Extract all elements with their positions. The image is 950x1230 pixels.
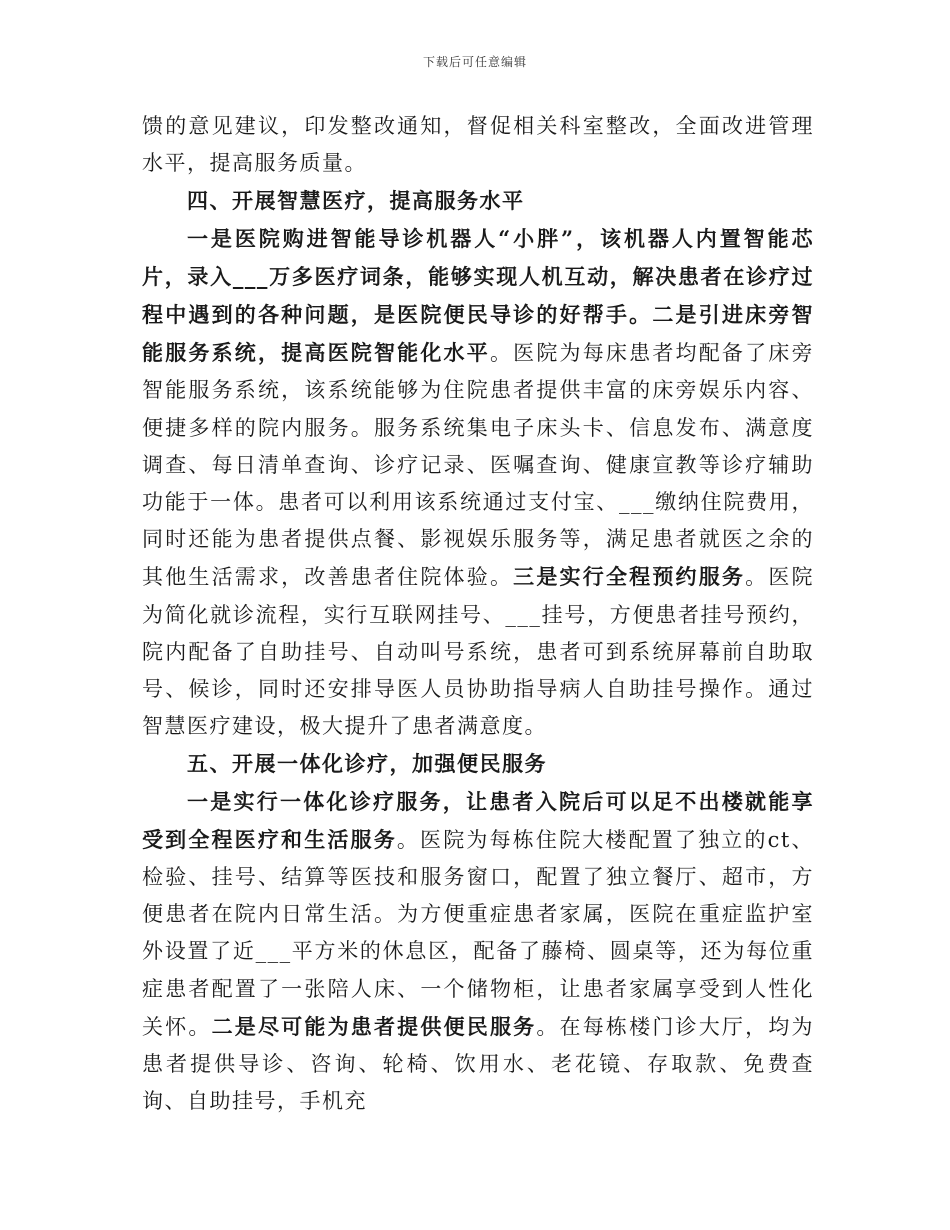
paragraph-bold-point: 三是实行全程预约服务: [513, 564, 746, 590]
paragraph-body-text: 。医院为简化就诊流程，实行互联网挂号、___挂号，方便患者挂号预约，院内配备了自助挂号、自动叫号系统，患者可到系统屏幕前自助取号、候诊，同时还安排导医人员协助指导病人自助挂号操作。通过智慧医疗建设，极大提升了患者满意度。: [142, 565, 815, 739]
paragraph-continuation: 馈的意见建议，印发整改通知，督促相关科室整改，全面改进管理水平，提高服务质量。: [142, 114, 814, 176]
section-heading-5: 五、开展一体化诊疗，加强便民服务: [187, 751, 547, 777]
paragraph-integrated-care: [142, 783, 814, 1121]
paragraph-bold-lead: 一是医院购进智能导诊机器人“小胖”，该机器人内置智能芯片，录入___万多医疗词条，能够实现人机互动，解决患者在诊疗过程中遇到的各种问题，是医院便民导诊的好帮手。二是引进床旁智能服务系统，提高医院智能化水平: [142, 225, 814, 366]
page-header: 下载后可任意编辑: [422, 55, 527, 69]
paragraph-bold-point: 二是尽可能为患者提供便民服务: [211, 1013, 537, 1039]
paragraph-body-text: 。在每栋楼门诊大厅，均为患者提供导诊、咨询、轮椅、饮用水、老花镜、存取款、免费查询、自助挂号，手机充: [142, 1014, 815, 1114]
paragraph-bold-lead: 一是实行一体化诊疗服务，让患者入院后可以足不出楼就能享受到全程医疗和生活服务: [142, 788, 814, 852]
document-body: [142, 108, 814, 1120]
paragraph-body-text: 。医院为每栋住院大楼配置了独立的ct、检验、挂号、结算等医技和服务窗口，配置了独立餐厅、超市，方便患者在院内日常生活。为方便重症患者家属，医院在重症监护室外设置了近___平方米的休息区，配备了藤椅、圆桌等，还为每位重症患者配置了一张陪人床、一个储物柜，让患者家属享受到人性化关怀。: [142, 827, 815, 1039]
section-heading-4: 四、开展智慧医疗，提高服务水平: [187, 188, 525, 214]
paragraph-smart-medical: [142, 220, 814, 746]
paragraph-body-text: 。医院为每床患者均配备了床旁智能服务系统，该系统能够为住院患者提供丰富的床旁娱乐内容、便捷多样的院内服务。服务系统集电子床头卡、信息发布、满意度调查、每日清单查询、诊疗记录、医嘱查询、健康宣教等诊疗辅助功能于一体。患者可以利用该系统通过支付宝、___缴纳住院费用，同时还能为患者提供点餐、影视娱乐服务等，满足患者就医之余的其他生活需求，改善患者住院体验。: [142, 341, 815, 590]
